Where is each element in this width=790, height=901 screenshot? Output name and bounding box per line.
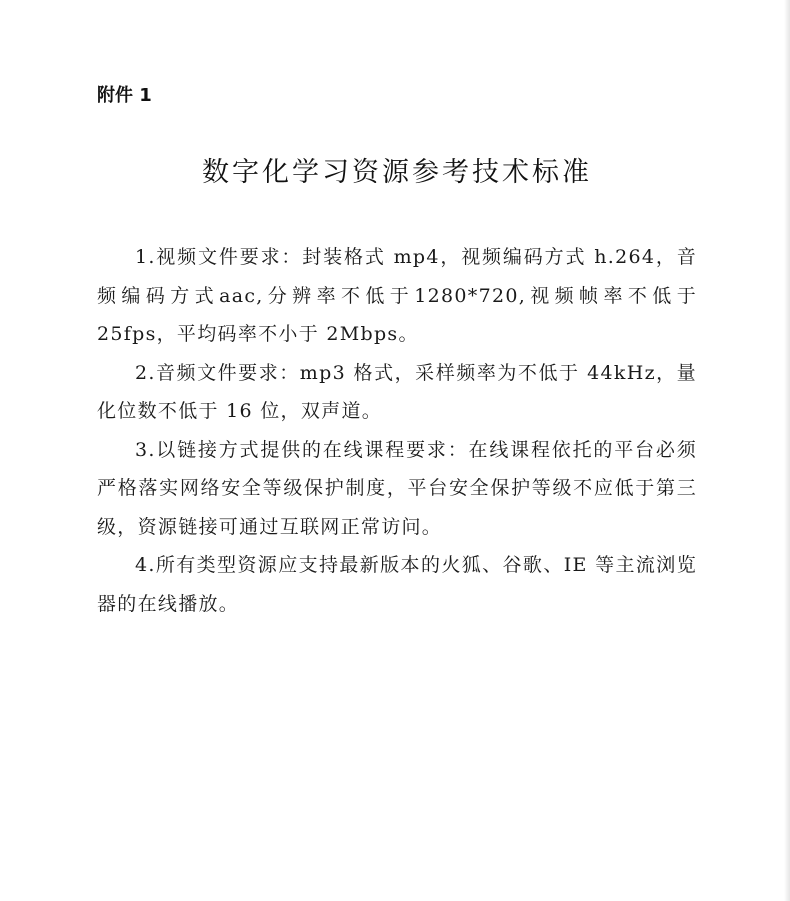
requirement-video: 1.视频文件要求：封装格式 mp4，视频编码方式 h.264，音频编码方式aac,分辨率不低于1280*720,视频帧率不低于25fps，平均码率不小于 2Mbps。: [97, 246, 697, 345]
document-title: 数字化学习资源参考技术标准: [202, 157, 592, 188]
requirement-audio: 2.音频文件要求：mp3 格式，采样频率为不低于 44kHz，量化位数不低于 16 位，双声道。: [97, 361, 697, 422]
requirement-browser-support: 4.所有类型资源应支持最新版本的火狐、谷歌、IE 等主流浏览器的在线播放。: [97, 554, 697, 615]
requirement-online-course: 3.以链接方式提供的在线课程要求：在线课程依托的平台必须严格落实网络安全等级保护制度，平台安全保护等级不应低于第三级，资源链接可通过互联网正常访问。: [97, 438, 697, 538]
page-right-edge-shadow: [784, 0, 790, 901]
document-body: [97, 238, 697, 623]
attachment-label: 附件 1: [97, 85, 152, 106]
